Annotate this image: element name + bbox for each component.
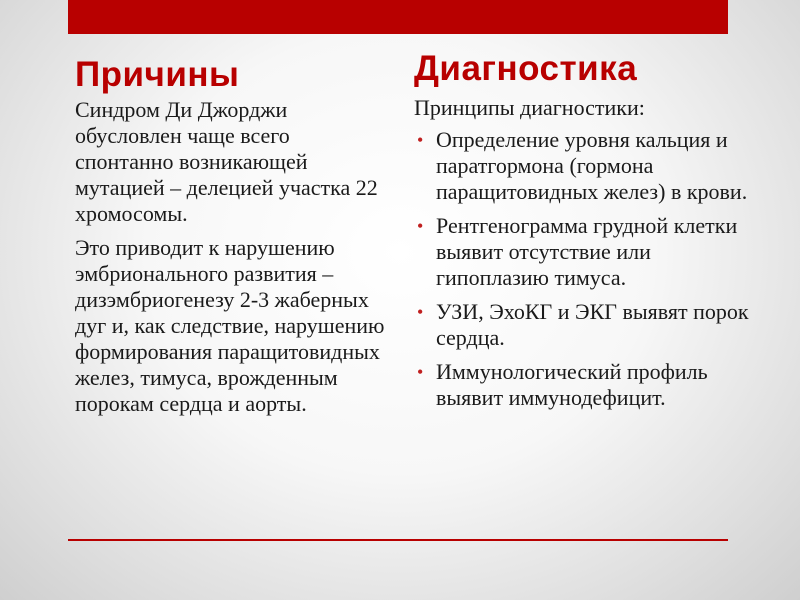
diagnostics-heading: Диагностика [414, 49, 638, 88]
diagnostics-item-ultrasound [414, 299, 754, 351]
diagnostics-item-calcium [414, 127, 754, 205]
causes-heading: Причины [75, 55, 240, 94]
diagnostics-item-xray [414, 213, 754, 291]
diagnostics-item-text: УЗИ, ЭхоКГ и ЭКГ выявят порок сердца. [436, 299, 749, 350]
diagnostics-item-text: Иммунологический профиль выявит иммунодефицит. [436, 359, 708, 410]
diagnostics-item-immunology [414, 359, 754, 411]
top-accent-bar [68, 0, 728, 34]
bullet-icon: • [417, 302, 424, 322]
diagnostics-lead: Принципы диагностики: [414, 95, 645, 120]
causes-paragraph-2: Это приводит к нарушению эмбрионального развития – дизэмбриогенезу 2-3 жаберных дуг и, как следствие, нарушению формирования паращитовидных желез, тимуса, врожденным порокам сердца и аорты. [75, 235, 385, 416]
bullet-icon: • [417, 216, 424, 236]
bullet-icon: • [417, 362, 424, 382]
diagnostics-item-text: Рентгенограмма грудной клетки выявит отсутствие или гипоплазию тимуса. [436, 213, 738, 290]
diagnostics-column [414, 47, 754, 419]
bottom-divider [68, 539, 728, 541]
diagnostics-item-text: Определение уровня кальция и паратгормона (гормона паращитовидных желез) в крови. [436, 127, 748, 204]
bullet-icon: • [417, 130, 424, 150]
causes-paragraph-1: Синдром Ди Джорджи обусловлен чаще всего спонтанно возникающей мутацией – делецией участка 22 хромосомы. [75, 97, 378, 226]
diagnostics-list [414, 127, 754, 411]
causes-column [75, 47, 393, 425]
